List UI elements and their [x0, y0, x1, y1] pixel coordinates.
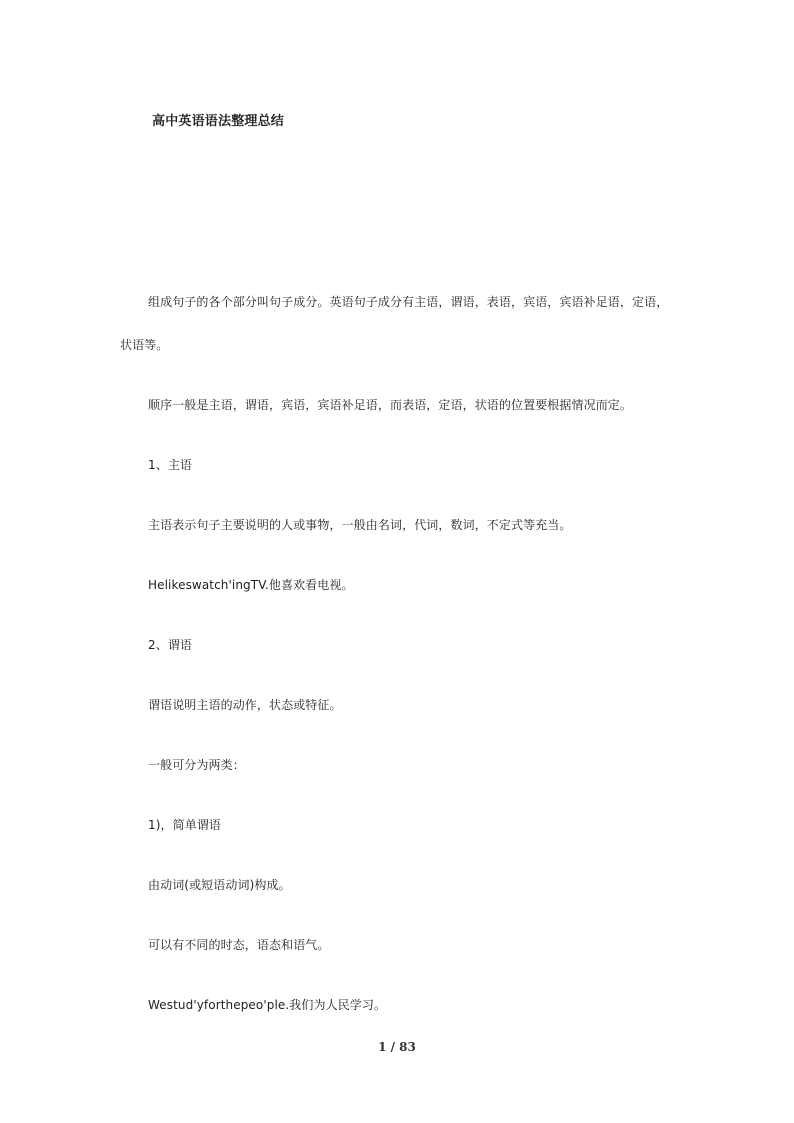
subsection-heading: 1)，简单谓语	[148, 818, 222, 832]
page-number: 1 / 83	[378, 1040, 416, 1054]
paragraph: 组成句子的各个部分叫句子成分。英语句子成分有主语，谓语，表语，宾语，宾语补足语，定语，	[148, 295, 669, 309]
paragraph: 一般可分为两类：	[148, 758, 245, 772]
example-sentence: Helikeswatch'ingTV.他喜欢看电视。	[148, 578, 354, 592]
paragraph: 谓语说明主语的动作，状态或特征。	[148, 698, 342, 712]
document-title: 高中英语语法整理总结	[152, 114, 285, 129]
paragraph: 状语等。	[120, 338, 169, 352]
paragraph: 可以有不同的时态，语态和语气。	[148, 938, 330, 952]
example-sentence: Westud'yforthepeo'ple.我们为人民学习。	[148, 998, 387, 1012]
paragraph: 顺序一般是主语，谓语，宾语，宾语补足语，而表语，定语，状语的位置要根据情况而定。	[148, 398, 633, 412]
paragraph: 由动词(或短语动词)构成。	[148, 878, 291, 892]
section-heading: 2、谓语	[148, 638, 193, 652]
paragraph: 主语表示句子主要说明的人或事物，一般由名词，代词，数词，不定式等充当。	[148, 518, 572, 532]
section-heading: 1、主语	[148, 458, 193, 472]
